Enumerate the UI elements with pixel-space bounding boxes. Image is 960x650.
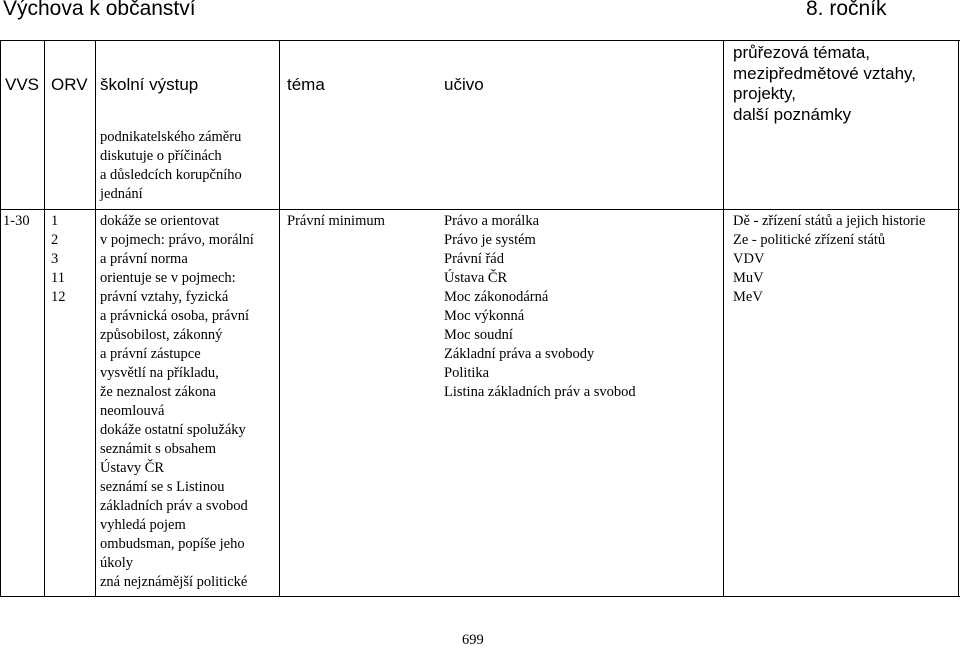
col-header-outcome: školní výstup	[100, 75, 199, 94]
outcome-line: a důsledcích korupčního	[100, 167, 242, 183]
col-border-vvs	[44, 40, 45, 597]
outcome-line: základních práv a svobod	[100, 498, 248, 514]
table-bottom-border	[0, 596, 960, 597]
orv-list	[51, 212, 66, 307]
content-list	[444, 212, 636, 402]
outcome-line: dokáže se orientovat	[100, 213, 220, 229]
outcome-line: Ústavy ČR	[100, 460, 165, 476]
outcome-line: ombudsman, popíše jeho	[100, 536, 245, 552]
outcome-line: právní vztahy, fyzická	[100, 289, 229, 305]
content-line: Právo je systém	[444, 232, 536, 248]
col-border-right	[958, 40, 959, 597]
notes-line: MeV	[733, 289, 763, 305]
notes-header-line: průřezová témata,	[733, 43, 871, 62]
content-line: Základní práva a svobody	[444, 346, 595, 362]
col-header-vvs: VVS	[5, 75, 40, 94]
orv-item: 3	[51, 251, 59, 267]
col-header-notes	[733, 43, 916, 125]
grade-label: 8. ročník	[806, 0, 887, 20]
content-line: Ústava ČR	[444, 270, 508, 286]
orv-item: 12	[51, 289, 66, 305]
content-line: Moc výkonná	[444, 308, 525, 324]
notes-header-line: mezipředmětové vztahy,	[733, 63, 916, 83]
vvs-value: 1-30	[3, 213, 30, 229]
outcome-line: způsobilost, zákonný	[100, 327, 223, 343]
notes-line: Ze - politické zřízení států	[733, 232, 886, 248]
outcome-line: neomlouvá	[100, 403, 165, 419]
outcome-line: a právnická osoba, právní	[100, 308, 249, 324]
outcome-line: seznámí se s Listinou	[100, 479, 225, 495]
col-header-orv: ORV	[51, 75, 88, 94]
outcome-line: že neznalost zákona	[100, 384, 216, 400]
notes-line: VDV	[733, 251, 765, 267]
subject-title: Výchova k občanství	[3, 0, 196, 20]
table-top-border	[0, 40, 960, 41]
outcome-line: orientuje se v pojmech:	[100, 270, 236, 286]
col-border-content	[723, 40, 724, 597]
col-header-topic: téma	[287, 75, 325, 94]
notes-line: Dě - zřízení států a jejich historie	[733, 213, 926, 229]
outcome-line: a právní norma	[100, 251, 188, 267]
outcome-line: vysvětlí na příkladu,	[100, 365, 219, 381]
outcome-line: dokáže ostatní spolužáky	[100, 422, 246, 438]
outcome-line: jednání	[100, 186, 143, 202]
col-border-left	[0, 40, 1, 597]
content-line: Právní řád	[444, 251, 504, 267]
outcome-line: úkoly	[100, 555, 134, 571]
notes-list	[733, 212, 925, 307]
outcome-line: zná nejznámější politické	[100, 574, 248, 590]
carryover-outcome	[100, 128, 242, 204]
table-mid-border	[0, 209, 960, 210]
content-line: Politika	[444, 365, 490, 381]
notes-header-line: projekty,	[733, 84, 796, 103]
topic-value: Právní minimum	[287, 213, 385, 229]
content-line: Listina základních práv a svobod	[444, 384, 636, 400]
orv-item: 1	[51, 213, 59, 229]
content-line: Moc zákonodárná	[444, 289, 549, 305]
col-border-orv	[95, 40, 96, 597]
col-header-content: učivo	[444, 75, 484, 94]
outcome-line: seznámit s obsahem	[100, 441, 216, 457]
outcome-list	[100, 212, 254, 592]
orv-item: 2	[51, 232, 59, 248]
outcome-line: podnikatelského záměru	[100, 129, 242, 145]
notes-header-line: další poznámky	[733, 104, 852, 124]
outcome-line: diskutuje o příčinách	[100, 148, 222, 164]
content-line: Moc soudní	[444, 327, 513, 343]
notes-line: MuV	[733, 270, 764, 286]
outcome-line: v pojmech: právo, morální	[100, 232, 254, 248]
content-line: Právo a morálka	[444, 213, 540, 229]
outcome-line: vyhledá pojem	[100, 517, 186, 533]
orv-item: 11	[51, 270, 65, 286]
outcome-line: a právní zástupce	[100, 346, 201, 362]
col-border-outcome	[279, 40, 280, 597]
page-number: 699	[462, 632, 484, 648]
